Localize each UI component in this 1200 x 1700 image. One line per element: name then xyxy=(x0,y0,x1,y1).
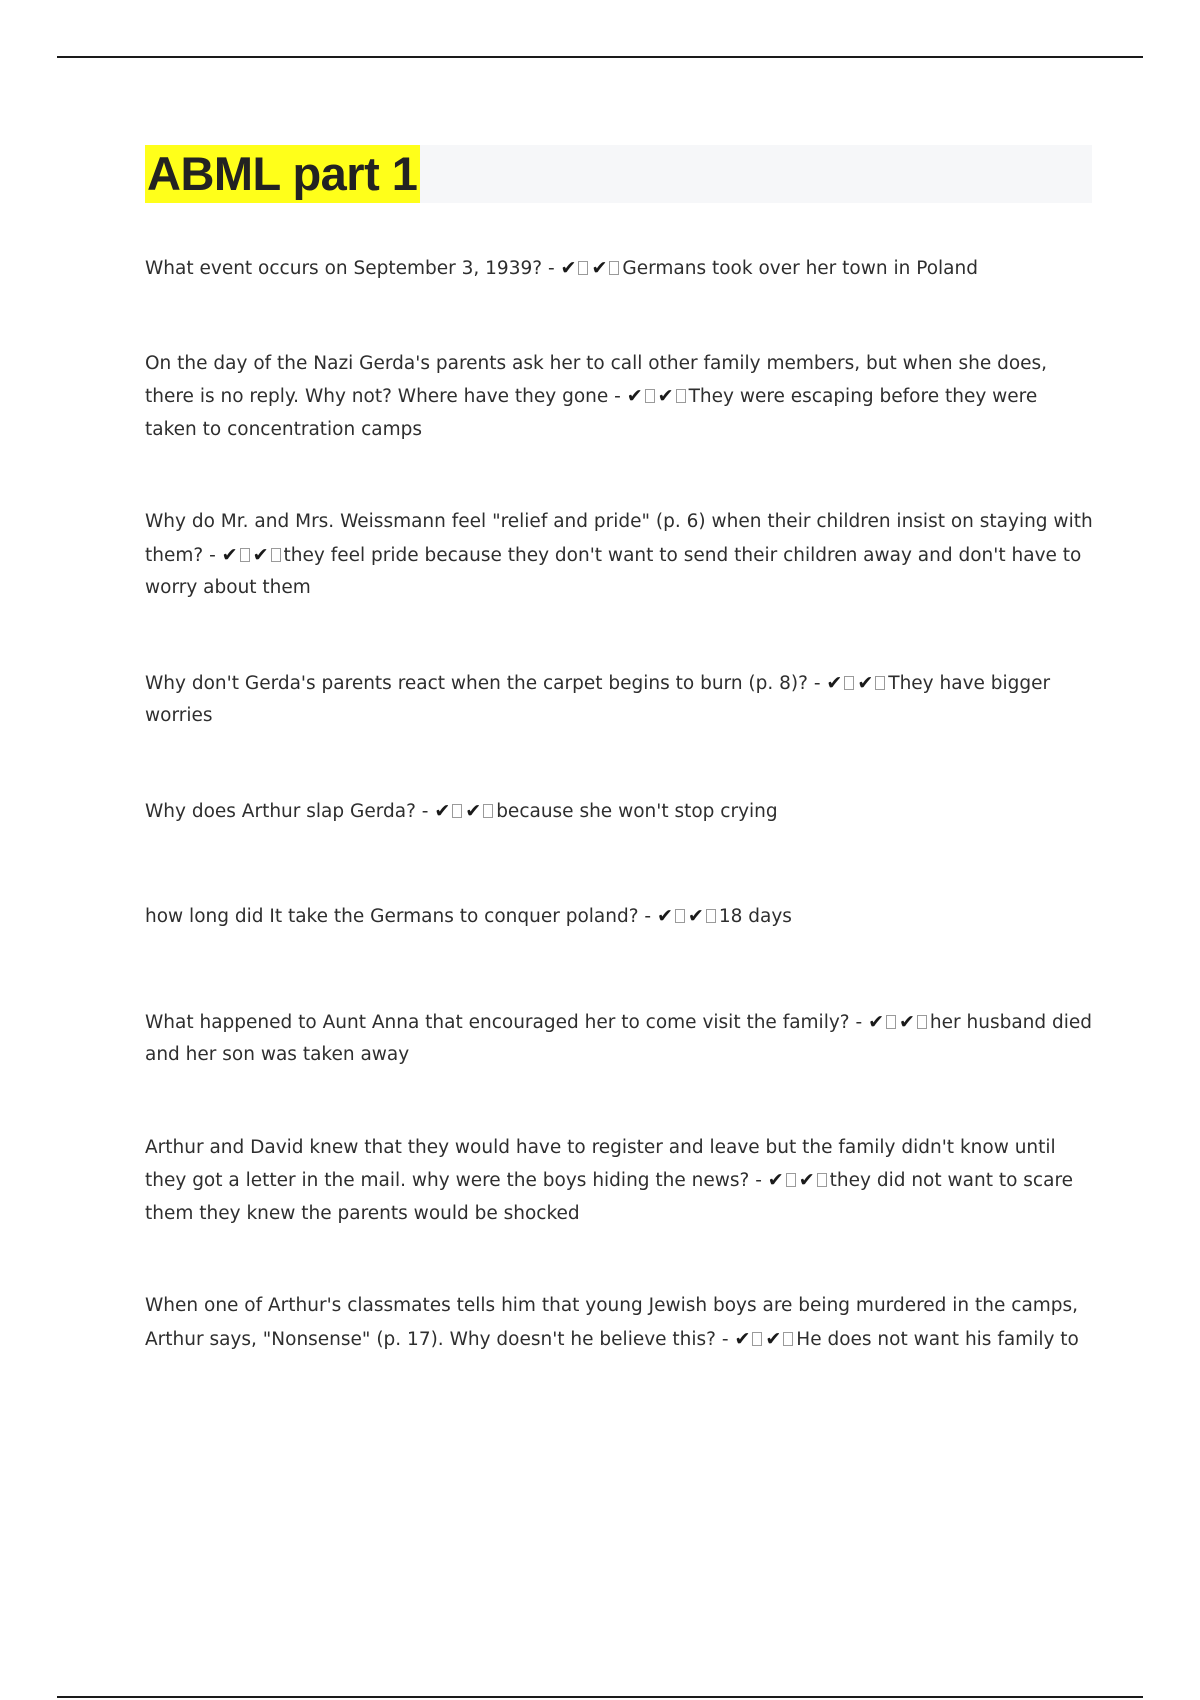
qa-item xyxy=(145,1290,1093,1356)
box-glyph-icon xyxy=(875,676,885,690)
qa-item xyxy=(145,506,1093,605)
check-icon: ✔ xyxy=(767,1169,784,1191)
question-text: Arthur and David knew that they would have to register and leave but the family didn't know until they got a letter in the mail. why were the boys hiding the news? - xyxy=(145,1136,1056,1191)
answer-text: They have bigger worries xyxy=(145,672,1051,726)
box-glyph-icon xyxy=(645,389,655,403)
check-icon: ✔ xyxy=(798,1169,815,1191)
question-text: What happened to Aunt Anna that encouraged her to come visit the family? - xyxy=(145,1011,863,1033)
qa-item xyxy=(145,667,1093,733)
box-glyph-icon xyxy=(752,1332,762,1346)
check-icon: ✔ xyxy=(626,385,643,407)
box-glyph-icon xyxy=(917,1015,927,1029)
box-glyph-icon xyxy=(452,804,462,818)
check-icon: ✔ xyxy=(560,257,577,279)
qa-item xyxy=(145,252,1093,286)
answer-text: her husband died and her son was taken away xyxy=(145,1011,1093,1065)
answer-text: they feel pride because they don't want to send their children away and don't have to worry about them xyxy=(145,544,1082,598)
check-icon: ✔ xyxy=(826,671,843,694)
check-icon: ✔ xyxy=(898,1010,915,1033)
box-glyph-icon xyxy=(609,261,619,275)
answer-text: they did not want to scare them they knew the parents would be shocked xyxy=(145,1170,1074,1224)
box-glyph-icon xyxy=(706,909,716,923)
qa-list xyxy=(145,252,1093,1356)
question-text: how long did It take the Germans to conquer poland? - xyxy=(145,906,652,927)
qa-item xyxy=(145,348,1093,447)
check-icon: ✔ xyxy=(868,1010,884,1033)
check-icon: ✔ xyxy=(657,385,674,407)
box-glyph-icon xyxy=(483,804,493,818)
box-glyph-icon xyxy=(271,548,281,562)
check-icon: ✔ xyxy=(734,1327,751,1350)
box-glyph-icon xyxy=(783,1332,793,1346)
box-glyph-icon xyxy=(676,389,686,403)
check-icon: ✔ xyxy=(252,543,269,566)
check-icon: ✔ xyxy=(591,257,608,279)
question-text: What event occurs on September 3, 1939? - xyxy=(145,258,555,279)
check-icon: ✔ xyxy=(221,543,238,566)
check-icon: ✔ xyxy=(765,1327,782,1350)
qa-item xyxy=(145,1132,1093,1231)
box-glyph-icon xyxy=(886,1015,896,1029)
check-icon: ✔ xyxy=(434,799,451,822)
box-glyph-icon xyxy=(675,909,685,923)
answer-text: 18 days xyxy=(718,906,792,927)
check-icon: ✔ xyxy=(687,905,704,927)
box-glyph-icon xyxy=(786,1173,796,1187)
answer-text: They were escaping before they were taken to concentration camps xyxy=(145,386,1038,440)
answer-text: Germans took over her town in Poland xyxy=(622,258,978,279)
box-glyph-icon xyxy=(240,548,250,562)
answer-text: because she won't stop crying xyxy=(496,800,778,822)
qa-item xyxy=(145,900,1093,934)
box-glyph-icon xyxy=(578,261,588,275)
question-text: On the day of the Nazi Gerda's parents ask her to call other family members, but when she does, there is no reply. Why not? Where have they gone - xyxy=(145,352,1048,407)
check-icon: ✔ xyxy=(465,799,482,822)
answer-text: He does not want his family to xyxy=(796,1328,1079,1350)
page-title: ABML part 1 xyxy=(145,145,420,203)
qa-item xyxy=(145,795,1093,829)
qa-item xyxy=(145,1006,1093,1072)
header-rule xyxy=(57,56,1143,58)
footer-rule xyxy=(57,1696,1143,1698)
question-text: Why don't Gerda's parents react when the carpet begins to burn (p. 8)? - xyxy=(145,672,821,694)
box-glyph-icon xyxy=(817,1173,827,1187)
question-text: Why do Mr. and Mrs. Weissmann feel "relief and pride" (p. 6) when their children insist on staying with them? - xyxy=(145,511,1093,566)
check-icon: ✔ xyxy=(857,671,874,694)
box-glyph-icon xyxy=(844,676,854,690)
check-icon: ✔ xyxy=(657,905,673,927)
question-text: Why does Arthur slap Gerda? - xyxy=(145,800,429,822)
question-text: When one of Arthur's classmates tells him that young Jewish boys are being murdered in the camps, Arthur says, "Nonsense" (p. 17). Why doesn't he believe this? - xyxy=(145,1295,1079,1350)
